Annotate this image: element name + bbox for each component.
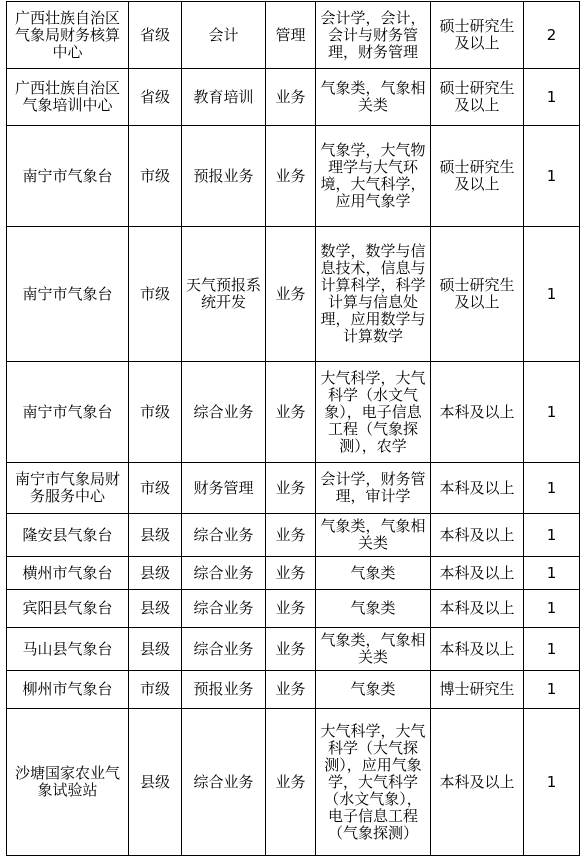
cell-major: 会计学，会计，会计与财务管理，财务管理 — [316, 2, 431, 69]
cell-level: 县级 — [129, 590, 182, 628]
cell-post: 综合业务 — [182, 628, 266, 671]
cell-post: 财务管理 — [182, 463, 266, 514]
cell-major: 大气科学，大气科学（水文气象），电子信息工程（气象探测），农学 — [316, 362, 431, 463]
cell-post: 预报业务 — [182, 671, 266, 709]
cell-education: 本科及以上 — [431, 557, 524, 590]
table-row — [7, 126, 580, 227]
cell-count: 1 — [524, 628, 580, 671]
cell-unit: 广西壮族自治区气象局财务核算中心 — [7, 2, 129, 69]
cell-category: 业务 — [266, 709, 316, 856]
cell-post: 综合业务 — [182, 590, 266, 628]
cell-unit: 宾阳县气象台 — [7, 590, 129, 628]
table-row — [7, 514, 580, 557]
cell-count: 2 — [524, 2, 580, 69]
cell-level: 市级 — [129, 227, 182, 362]
cell-category: 业务 — [266, 227, 316, 362]
cell-count: 1 — [524, 709, 580, 856]
cell-major: 气象类 — [316, 671, 431, 709]
table-row — [7, 628, 580, 671]
cell-post: 综合业务 — [182, 557, 266, 590]
cell-major: 气象类 — [316, 557, 431, 590]
cell-category: 业务 — [266, 514, 316, 557]
cell-category: 业务 — [266, 590, 316, 628]
cell-unit: 沙塘国家农业气象试验站 — [7, 709, 129, 856]
table-row — [7, 590, 580, 628]
cell-level: 县级 — [129, 709, 182, 856]
cell-unit: 南宁市气象台 — [7, 126, 129, 227]
cell-education: 本科及以上 — [431, 514, 524, 557]
cell-post: 会计 — [182, 2, 266, 69]
table-row — [7, 362, 580, 463]
table-body — [7, 2, 580, 856]
table-row — [7, 671, 580, 709]
cell-major: 气象类，气象相关类 — [316, 69, 431, 126]
cell-count: 1 — [524, 557, 580, 590]
cell-major: 气象类，气象相关类 — [316, 628, 431, 671]
cell-post: 天气预报系统开发 — [182, 227, 266, 362]
cell-unit: 广西壮族自治区气象培训中心 — [7, 69, 129, 126]
cell-count: 1 — [524, 362, 580, 463]
cell-post: 教育培训 — [182, 69, 266, 126]
cell-major: 会计学，财务管理，审计学 — [316, 463, 431, 514]
cell-education: 硕士研究生及以上 — [431, 2, 524, 69]
cell-category: 业务 — [266, 362, 316, 463]
cell-category: 业务 — [266, 557, 316, 590]
cell-category: 业务 — [266, 126, 316, 227]
cell-post: 综合业务 — [182, 709, 266, 856]
table-row — [7, 463, 580, 514]
cell-education: 硕士研究生及以上 — [431, 69, 524, 126]
cell-count: 1 — [524, 126, 580, 227]
cell-count: 1 — [524, 463, 580, 514]
table-row — [7, 709, 580, 856]
cell-education: 本科及以上 — [431, 709, 524, 856]
cell-education: 硕士研究生及以上 — [431, 227, 524, 362]
cell-category: 业务 — [266, 671, 316, 709]
cell-education: 硕士研究生及以上 — [431, 126, 524, 227]
cell-education: 博士研究生 — [431, 671, 524, 709]
cell-level: 省级 — [129, 69, 182, 126]
cell-unit: 南宁市气象台 — [7, 362, 129, 463]
cell-education: 本科及以上 — [431, 362, 524, 463]
cell-unit: 柳州市气象台 — [7, 671, 129, 709]
cell-unit: 隆安县气象台 — [7, 514, 129, 557]
cell-level: 市级 — [129, 126, 182, 227]
cell-major: 气象学，大气物理学与大气环境，大气科学，应用气象学 — [316, 126, 431, 227]
cell-category: 业务 — [266, 463, 316, 514]
cell-count: 1 — [524, 69, 580, 126]
cell-count: 1 — [524, 227, 580, 362]
cell-unit: 南宁市气象台 — [7, 227, 129, 362]
cell-level: 县级 — [129, 514, 182, 557]
cell-unit: 横州市气象台 — [7, 557, 129, 590]
cell-unit: 马山县气象台 — [7, 628, 129, 671]
cell-level: 县级 — [129, 628, 182, 671]
cell-major: 气象类 — [316, 590, 431, 628]
cell-post: 综合业务 — [182, 362, 266, 463]
cell-count: 1 — [524, 590, 580, 628]
table-row — [7, 69, 580, 126]
cell-level: 市级 — [129, 671, 182, 709]
recruitment-table — [6, 1, 580, 856]
cell-post: 综合业务 — [182, 514, 266, 557]
cell-count: 1 — [524, 671, 580, 709]
cell-unit: 南宁市气象局财务服务中心 — [7, 463, 129, 514]
cell-education: 本科及以上 — [431, 463, 524, 514]
cell-education: 本科及以上 — [431, 628, 524, 671]
cell-education: 本科及以上 — [431, 590, 524, 628]
cell-level: 市级 — [129, 463, 182, 514]
cell-count: 1 — [524, 514, 580, 557]
cell-post: 预报业务 — [182, 126, 266, 227]
cell-category: 业务 — [266, 628, 316, 671]
table-row — [7, 2, 580, 69]
cell-major: 气象类，气象相关类 — [316, 514, 431, 557]
table-row — [7, 227, 580, 362]
cell-category: 管理 — [266, 2, 316, 69]
cell-category: 业务 — [266, 69, 316, 126]
cell-major: 大气科学，大气科学（大气探测），应用气象学，大气科学（水文气象），电子信息工程（气象探测） — [316, 709, 431, 856]
cell-level: 县级 — [129, 557, 182, 590]
table-row — [7, 557, 580, 590]
cell-level: 市级 — [129, 362, 182, 463]
cell-major: 数学，数学与信息技术，信息与计算科学，科学计算与信息处理，应用数学与计算数学 — [316, 227, 431, 362]
cell-level: 省级 — [129, 2, 182, 69]
